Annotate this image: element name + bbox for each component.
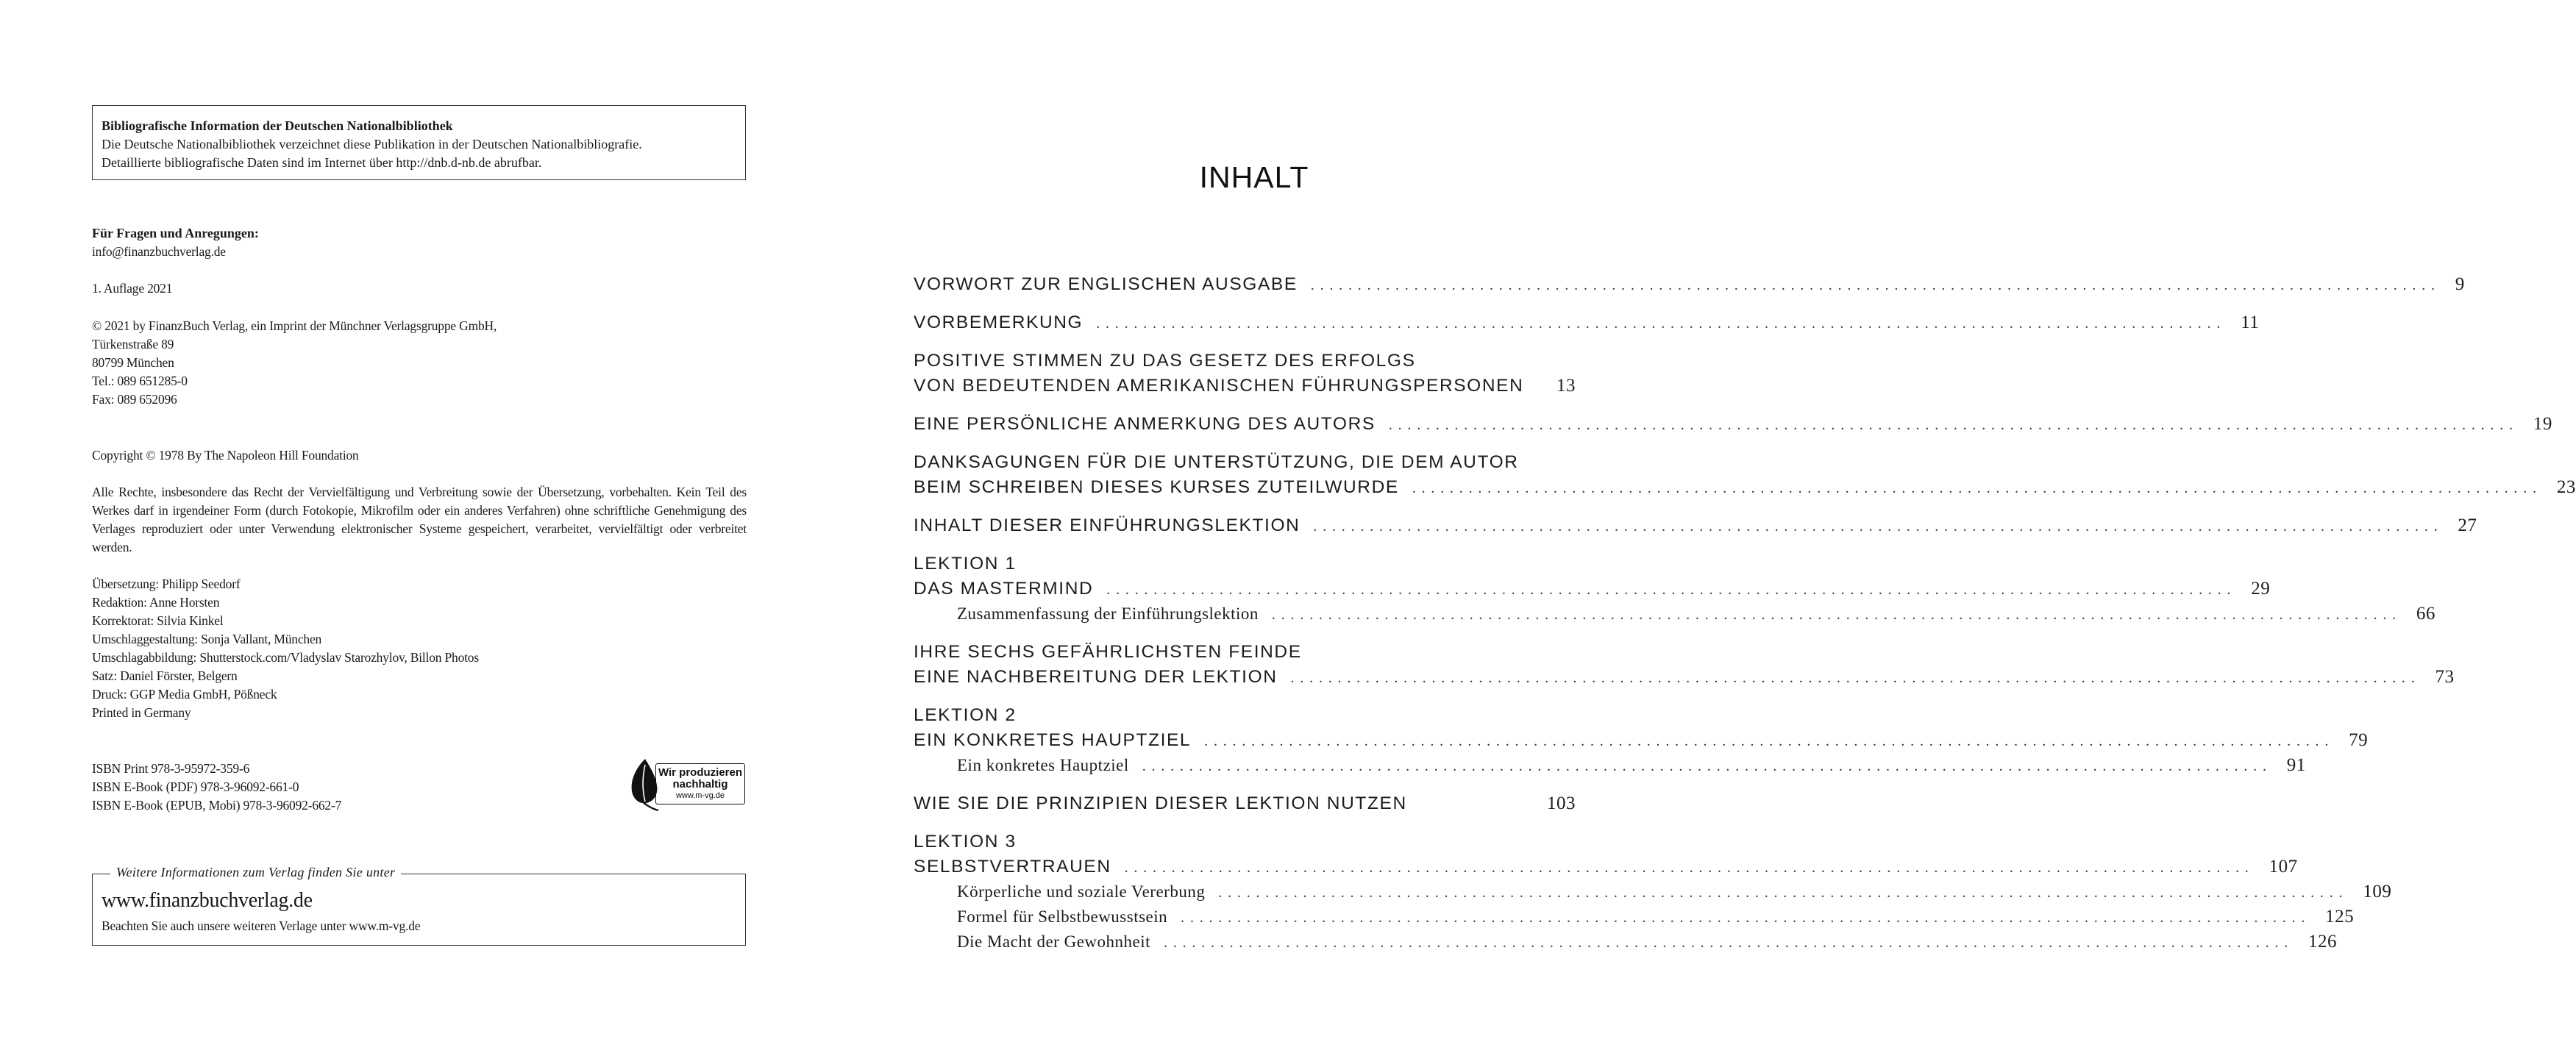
toc-leader-dots: ........................................................................................................................ [1124,860,2255,876]
toc-page-number: 19 [2533,414,2552,434]
publisher-city: 80799 München [92,355,174,370]
toc-entry-title: LEKTION 1 [914,554,1017,574]
credit-line: Übersetzung: Philipp Seedorf [92,577,241,591]
toc-entry-title: LEKTION 3 [914,832,1017,852]
left-page [0,0,825,1042]
toc-entry-title: EINE NACHBEREITUNG DER LEKTION [914,667,1278,687]
credit-line: Satz: Daniel Förster, Belgern [92,668,238,683]
toc-leader-dots: ........................................................................................................................ [1218,885,2349,901]
toc-leader-dots: ........................................................................................................................ [1142,758,2272,774]
toc-entry[interactable] [914,272,2465,297]
sustainability-label [655,763,745,804]
credit-line: Umschlaggestaltung: Sonja Vallant, München [92,632,322,646]
toc-page-number: 79 [2349,730,2369,750]
toc-leader-dots: ........................................................................................................................ [1271,607,2402,623]
toc-entry-title: EINE PERSÖNLICHE ANMERKUNG DES AUTORS [914,414,1376,434]
biblio-heading: Bibliografische Information der Deutschen Nationalbibliothek [102,118,453,133]
toc-subentry[interactable] [914,929,2338,954]
toc-entry-title: LEKTION 2 [914,705,1017,725]
website-url[interactable]: www.finanzbuchverlag.de [102,889,313,912]
toc-entry[interactable] [914,703,2369,778]
publisher-tel: Tel.: 089 651285-0 [92,374,188,388]
toc-page-number: 109 [2363,882,2392,902]
toc-entry[interactable] [914,829,2392,954]
toc-entry[interactable] [914,349,1576,399]
toc-page-number: 91 [2286,755,2306,775]
publisher-line: © 2021 by FinanzBuch Verlag, ein Imprint der Münchner Verlagsgruppe GmbH, [92,318,497,333]
toc-page-number: 66 [2416,604,2436,624]
toc-leader-dots: ........................................................................................................................ [1310,277,2441,293]
toc-entry-title: POSITIVE STIMMEN ZU DAS GESETZ DES ERFOLGS [914,351,1416,371]
bibliographic-info-box [92,105,746,180]
toc-entry-title: DANKSAGUNGEN FÜR DIE UNTERSTÜTZUNG, DIE DEM AUTOR [914,452,1519,472]
toc-subentry-title: Die Macht der Gewohnheit [957,932,1151,951]
toc-page-number: 27 [2458,515,2477,535]
publisher-street: Türkenstraße 89 [92,337,174,352]
toc-subentry[interactable] [914,602,2436,627]
toc-entry-title: WIE SIE DIE PRINZIPIEN DIESER LEKTION NUTZEN [914,793,1407,813]
toc-leader-dots: ........................................................................................................................ [1204,733,2335,749]
contact-block [92,224,259,261]
toc-page-number: 125 [2325,907,2355,927]
toc-entry-title: IHRE SECHS GEFÄHRLICHSTEN FEINDE [914,642,1302,662]
toc-entry-title: BEIM SCHREIBEN DIESES KURSES ZUTEILWURDE [914,477,1399,497]
rights-paragraph: Alle Rechte, insbesondere das Recht der Vervielfältigung und Verbreitung sowie der Übersetzung, vorbehalten. Kein Teil des Werkes darf in irgendeiner Form (durch Fotokopie, Mikrofilm oder ein anderes Verfahren) ohne schriftliche Genehmigung des Verlages reproduziert oder unter Verwendung elektronischer Systeme gespeichert, verarbeitet, vervielfältigt oder verbreitet werden. [92,485,747,554]
toc-subentry[interactable] [914,753,2306,778]
toc-entry[interactable] [914,450,2576,500]
credit-line: Korrektorat: Silvia Kinkel [92,613,224,628]
toc-page-number: 23 [2556,477,2576,497]
toc-page-number: 11 [2241,313,2260,332]
toc-title: INHALT [1199,160,1309,194]
publisher-fax: Fax: 089 652096 [92,392,177,407]
website-note: Beachten Sie auch unsere weiteren Verlage unter www.m-vg.de [102,918,421,933]
toc-subentry-title: Körperliche und soziale Vererbung [957,882,1206,901]
toc-page-number: 103 [1547,793,1576,813]
isbn-line: ISBN E-Book (EPUB, Mobi) 978-3-96092-662-7 [92,798,342,813]
biblio-line: Detaillierte bibliografische Daten sind im Internet über http://dnb.d-nb.de abrufbar. [102,155,542,170]
toc-page-number: 126 [2308,932,2338,952]
toc-entry-title: VORBEMERKUNG [914,313,1084,332]
badge-line: Wir produzieren [658,766,743,779]
toc-page-number: 29 [2251,579,2271,599]
credit-line: Umschlagabbildung: Shutterstock.com/Vladyslav Starozhylov, Billon Photos [92,650,479,665]
toc-entry-title: SELBSTVERTRAUEN [914,857,1111,877]
toc-subentry-title: Zusammenfassung der Einführungslektion [957,604,1259,623]
edition-line: 1. Auflage 2021 [92,281,173,296]
copyright-line: Copyright © 1978 By The Napoleon Hill Foundation [92,448,359,463]
credit-line: Druck: GGP Media GmbH, Pößneck [92,687,277,702]
toc-entry-title: DAS MASTERMIND [914,579,1094,599]
toc-page-number: 107 [2269,857,2298,877]
contact-heading: Für Fragen und Anregungen: [92,226,259,240]
toc-entry-title: VON BEDEUTENDEN AMERIKANISCHEN FÜHRUNGSPERSONEN [914,376,1524,396]
toc-page-number: 9 [2455,274,2465,294]
toc-leader-dots: ........................................................................................................................ [1290,670,2421,686]
sustainability-badge [629,757,747,812]
toc-leader-dots: ........................................................................................................................ [1164,935,2294,951]
toc-leader-dots: ........................................................................................................................ [1096,315,2227,332]
isbn-block [92,760,341,815]
toc-leader-dots: ........................................................................................................................ [1412,480,2542,496]
credit-line: Printed in Germany [92,705,191,720]
biblio-line: Die Deutsche Nationalbibliothek verzeichnet diese Publikation in der Deutschen Nationalbibliografie. [102,137,642,151]
toc-entry[interactable] [914,791,1576,816]
credits-block [92,575,479,722]
right-page [825,0,2576,1042]
publisher-block [92,317,497,409]
website-legend: Weitere Informationen zum Verlag finden Sie unter [110,865,401,880]
toc-subentry-title: Ein konkretes Hauptziel [957,756,1129,774]
isbn-line: ISBN E-Book (PDF) 978-3-96092-661-0 [92,779,299,794]
toc-page-number: 13 [1556,376,1576,396]
contact-email: info@finanzbuchverlag.de [92,244,226,259]
toc-entry[interactable] [914,310,2260,335]
toc-entry[interactable] [914,640,2455,690]
toc-subentry[interactable] [914,904,2355,929]
toc-leader-dots: ........................................................................................................................ [1181,910,2311,926]
toc-entry[interactable] [914,552,2436,627]
credit-line: Redaktion: Anne Horsten [92,595,220,610]
publisher-website-box [92,865,746,946]
toc-entry-title: EIN KONKRETES HAUPTZIEL [914,730,1192,750]
badge-line: nachhaltig [672,778,728,791]
toc-entry-title: VORWORT ZUR ENGLISCHEN AUSGABE [914,274,1298,294]
toc-subentry[interactable] [914,879,2392,904]
toc-entry[interactable] [914,513,2477,538]
toc-page-number: 73 [2435,667,2455,687]
toc-leader-dots: ........................................................................................................................ [1388,417,2519,433]
isbn-line: ISBN Print 978-3-95972-359-6 [92,761,250,776]
toc-leader-dots: ........................................................................................................................ [1313,518,2444,535]
toc-entry[interactable] [914,412,2552,437]
toc-entry-title: INHALT DIESER EINFÜHRUNGSLEKTION [914,515,1301,535]
toc-subentry-title: Formel für Selbstbewusstsein [957,907,1168,926]
toc-leader-dots: ........................................................................................................................ [1106,582,2237,598]
badge-url: www.m-vg.de [675,791,725,800]
